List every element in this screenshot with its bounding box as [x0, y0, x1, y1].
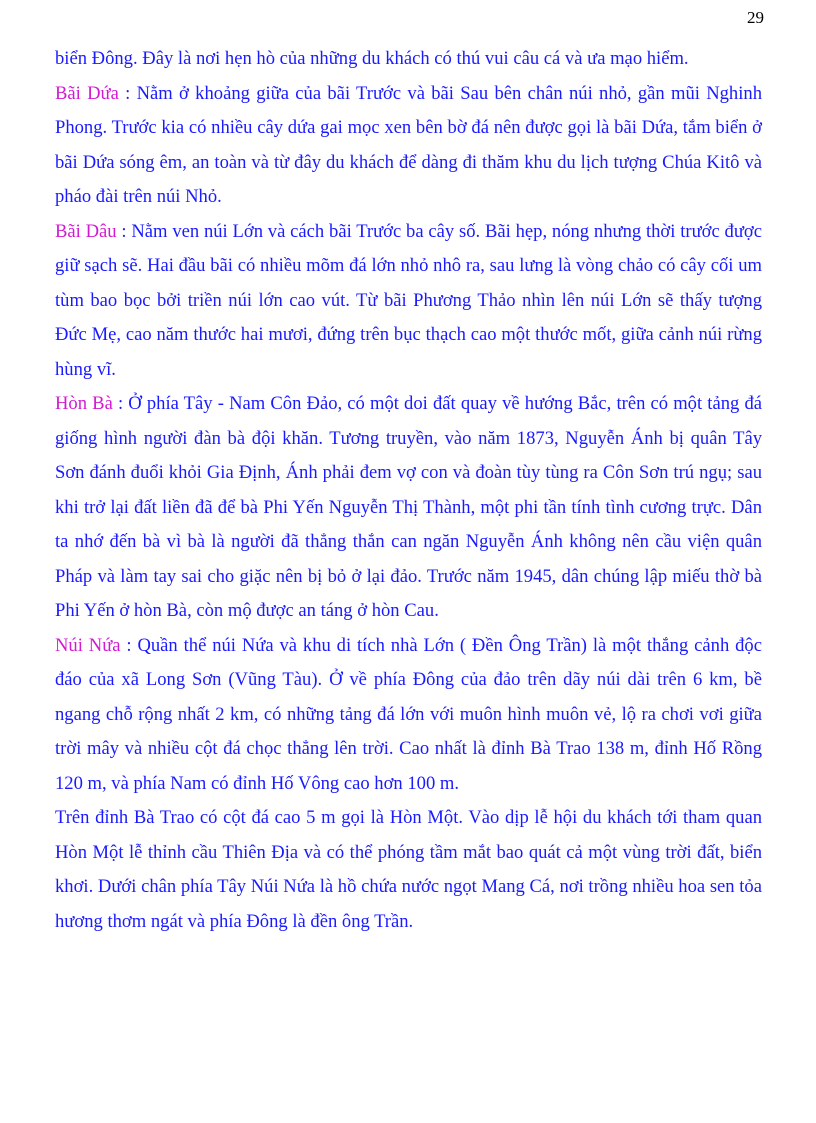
page-number: 29: [747, 8, 764, 27]
paragraph-text: : Quần thể núi Nứa và khu di tích nhà Lớn ( Đền Ông Trần) là một thắng cảnh độc đáo của xã Long Sơn (Vũng Tàu). Ở về phía Đông của đảo trên dãy núi dài trên 6 km, bề ngang chỗ rộng nhất 2 km, có những tảng đá lớn với muôn hình muôn vẻ, lộ ra chơi vơi giữa trời mây và nhiều cột đá chọc thẳng lên trời. Cao nhất là đỉnh Bà Trao 138 m, đỉnh Hố Rồng 120 m, và phía Nam có đỉnh Hố Vông cao hơn 100 m.: [55, 634, 762, 794]
paragraph-text: : Nằm ở khoảng giữa của bãi Trước và bãi Sau bên chân núi nhỏ, gần mũi Nghinh Phong. Trước kia có nhiều cây dứa gai mọc xen bên bờ đá nên được gọi là bãi Dứa, tắm biển ở bãi Dứa sóng êm, an toàn và từ đây du khách để dàng đi thăm khu du lịch tượng Chúa Kitô và pháo đài trên núi Nhỏ.: [55, 82, 762, 207]
paragraph-nui-nua: [55, 629, 762, 802]
paragraph-hon-ba: [55, 387, 762, 629]
paragraph-intro-continuation: [55, 42, 762, 77]
place-term: Hòn Bà: [55, 393, 113, 414]
paragraph-text: : Nằm ven núi Lớn và cách bãi Trước ba cây số. Bãi hẹp, nóng nhưng thời trước được giữ sạch sẽ. Hai đầu bãi có nhiều mõm đá lớn nhỏ nhô ra, sau lưng là vòng chảo có cây cối um tùm bao bọc bởi triền núi lớn cao vút. Từ bãi Phương Thảo nhìn lên núi Lớn sẽ thấy tượng Đức Mẹ, cao năm thước hai mươi, đứng trên bục thạch cao một thước mốt, giữa cảnh núi rừng hùng vĩ.: [55, 220, 762, 380]
paragraph-text: Trên đỉnh Bà Trao có cột đá cao 5 m gọi là Hòn Một. Vào dịp lễ hội du khách tới tham quan Hòn Một lễ thỉnh cầu Thiên Địa và có thể phóng tầm mắt bao quát cả một vùng trời đất, biển khơi. Dưới chân phía Tây Núi Nứa là hồ chứa nước ngọt Mang Cá, nơi trồng nhiều hoa sen tỏa hương thơm ngát và phía Đông là đền ông Trần.: [55, 807, 762, 932]
paragraph-text: biển Đông. Đây là nơi hẹn hò của những du khách có thú vui câu cá và ưa mạo hiểm.: [55, 48, 689, 69]
paragraph-text: : Ở phía Tây - Nam Côn Đảo, có một doi đất quay về hướng Bắc, trên có một tảng đá giống hình người đàn bà đội khăn. Tương truyền, vào năm 1873, Nguyễn Ánh bị quân Tây Sơn đánh đuổi khỏi Gia Định, Ánh phải đem vợ con và đoàn tùy tùng ra Côn Sơn trú ngụ; sau khi trở lại đất liền đã để bà Phi Yến Nguyễn Thị Thành, một phi tần tính tình cương trực. Dân ta nhớ đến bà vì bà là người đã thẳng thắn can ngăn Nguyễn Ánh không nên cầu viện quân Pháp và làm tay sai cho giặc nên bị bỏ ở lại đảo. Trước năm 1945, dân chúng lập miếu thờ bà Phi Yến ở hòn Bà, còn mộ được an táng ở hòn Cau.: [55, 393, 762, 621]
paragraph-bai-dua: [55, 77, 762, 215]
paragraph-bai-dau: [55, 215, 762, 388]
place-term: Bãi Dứa: [55, 82, 119, 104]
paragraph-ba-trao: [55, 801, 762, 939]
place-term: Bãi Dâu: [55, 220, 117, 242]
place-term: Núi Nứa: [55, 634, 121, 656]
page-content: [55, 42, 762, 939]
